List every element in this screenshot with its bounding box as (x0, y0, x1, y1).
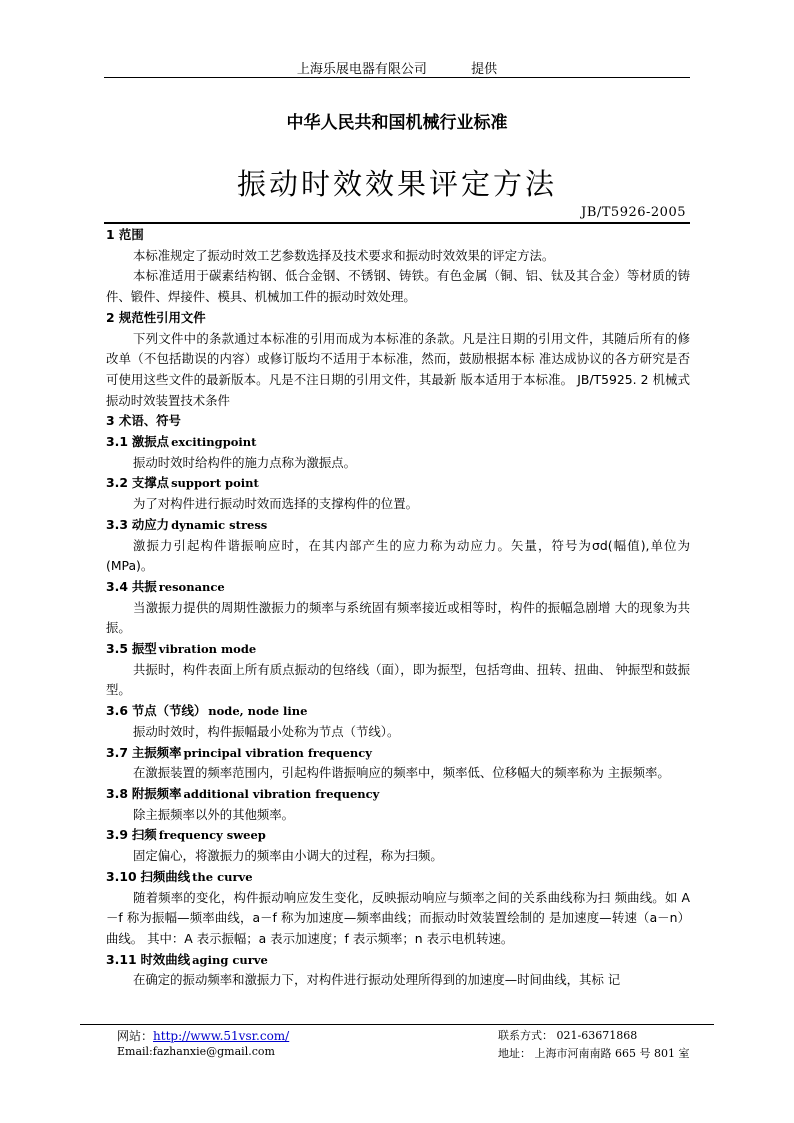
term-definition: 固定偏心，将激振力的频率由小调大的过程，称为扫频。 (133, 848, 443, 864)
term-3-8 (106, 784, 690, 825)
term-3-2 (106, 473, 690, 514)
term-heading: 3.1 激振点 excitingpoint (106, 434, 257, 450)
term-3-9 (106, 825, 690, 866)
contact-phone: 联系方式： 021-63671868 (498, 1029, 638, 1042)
term-heading: 3.5 振型 vibration mode (106, 641, 257, 657)
term-heading: 3.3 动应力 dynamic stress (106, 516, 268, 532)
website (117, 1027, 289, 1044)
term-3-11 (106, 950, 690, 991)
term-definition: 为了对构件进行振动时效而选择的支撑构件的位置。 (133, 496, 418, 512)
term-heading: 3.2 支撑点 support point (106, 475, 259, 491)
term-definition: 当激振力提供的周期性激振力的频率与系统固有频率接近或相等时，构件的振幅急剧增 大的现象为共振。 (106, 599, 690, 636)
term-definition: 随着频率的变化，构件振动响应发生变化，反映振动响应与频率之间的关系曲线称为扫 频曲线。如 A－f 称为振幅—频率曲线，a－f 称为加速度—频率曲线；而振动时效装置绘制的 是加速度—转速（a－n）曲线。 其中：A 表示振幅；a 表示加速度；f 表示频率；n 表示电机转速。 (106, 889, 690, 946)
term-definition: 共振时，构件表面上所有质点振动的包络线（面），即为振型，包括弯曲、扭转、扭曲、 钟振型和鼓振型。 (106, 661, 690, 698)
term-heading: 3.7 主振频率 principal vibration frequency (106, 744, 372, 760)
website-label: 网站： (117, 1029, 154, 1043)
website-link[interactable]: http://www.51vsr.com/ (153, 1029, 290, 1043)
section-heading: 2 规范性引用文件 (106, 309, 206, 325)
section-heading: 1 范围 (106, 227, 144, 242)
section-heading: 3 术语、符号 (106, 413, 181, 429)
paragraph: 本标准规定了振动时效工艺参数选择及技术要求和振动时效效果的评定方法。 (133, 247, 555, 263)
title-rule (104, 222, 690, 224)
document-body (106, 225, 690, 991)
term-3-1 (106, 432, 690, 473)
term-definition: 在确定的振动频率和激振力下，对构件进行振动处理所得到的加速度—时间曲线，其标 记 (133, 972, 621, 988)
term-3-7 (106, 743, 690, 784)
term-definition: 振动时效时，构件振幅最小处称为节点（节线）。 (133, 723, 400, 739)
term-3-5 (106, 639, 690, 701)
term-definition: 除主振频率以外的其他频率。 (133, 806, 295, 822)
term-3-3 (106, 515, 690, 577)
term-3-6 (106, 701, 690, 742)
paragraph: 下列文件中的条款通过本标准的引用而成为本标准的条款。凡是注日期的引用文件，其随后所有的修改单（不包括勘误的内容）或修订版均不适用于本标准，然而，鼓励根据本标 准达成协议的各方研究是否可使用这些文件的最新版本。凡是不注日期的引用文件，其最新 版本适用于本标准。 JB/T5925. 2 机械式振动时效装置技术条件 (106, 330, 690, 408)
footer-rule (80, 1024, 714, 1025)
provide-label: 提供 (471, 62, 498, 77)
email-address: Email:fazhanxie@gmail.com (117, 1045, 275, 1058)
term-heading: 3.10 扫频曲线 the curve (106, 868, 253, 884)
paragraph: 本标准适用于碳素结构钢、低合金钢、不锈钢、铸铁。有色金属（铜、铝、钛及其合金）等材质的铸件、锻件、焊接件、模具、机械加工件的振动时效处理。 (106, 268, 690, 305)
document-title: 振动时效效果评定方法 (236, 167, 557, 201)
term-3-4 (106, 577, 690, 639)
page-header (0, 58, 794, 77)
term-definition: 振动时效时给构件的施力点称为激振点。 (133, 454, 357, 470)
term-3-10 (106, 867, 690, 950)
term-heading: 3.9 扫频 frequency sweep (106, 827, 266, 843)
term-heading: 3.11 时效曲线 aging curve (106, 951, 268, 967)
header-rule (104, 77, 690, 78)
term-heading: 3.6 节点（节线） node, node line (106, 703, 308, 719)
term-heading: 3.4 共振 resonance (106, 578, 225, 594)
company-name: 上海乐展电器有限公司 (296, 62, 427, 77)
term-heading: 3.8 附振频率 additional vibration frequency (106, 785, 380, 801)
standard-category: 中华人民共和国机械行业标准 (286, 113, 508, 133)
standard-code: JB/T5926-2005 (581, 205, 686, 220)
term-definition: 激振力引起构件谐振响应时，在其内部产生的应力称为动应力。矢量，符号为σd(幅值),单位为(MPa)。 (106, 537, 690, 574)
term-definition: 在激振装置的频率范围内，引起构件谐振响应的频率中，频率低、位移幅大的频率称为 主振频率。 (133, 765, 670, 781)
contact-address: 地址： 上海市河南南路 665 号 801 室 (498, 1047, 690, 1060)
